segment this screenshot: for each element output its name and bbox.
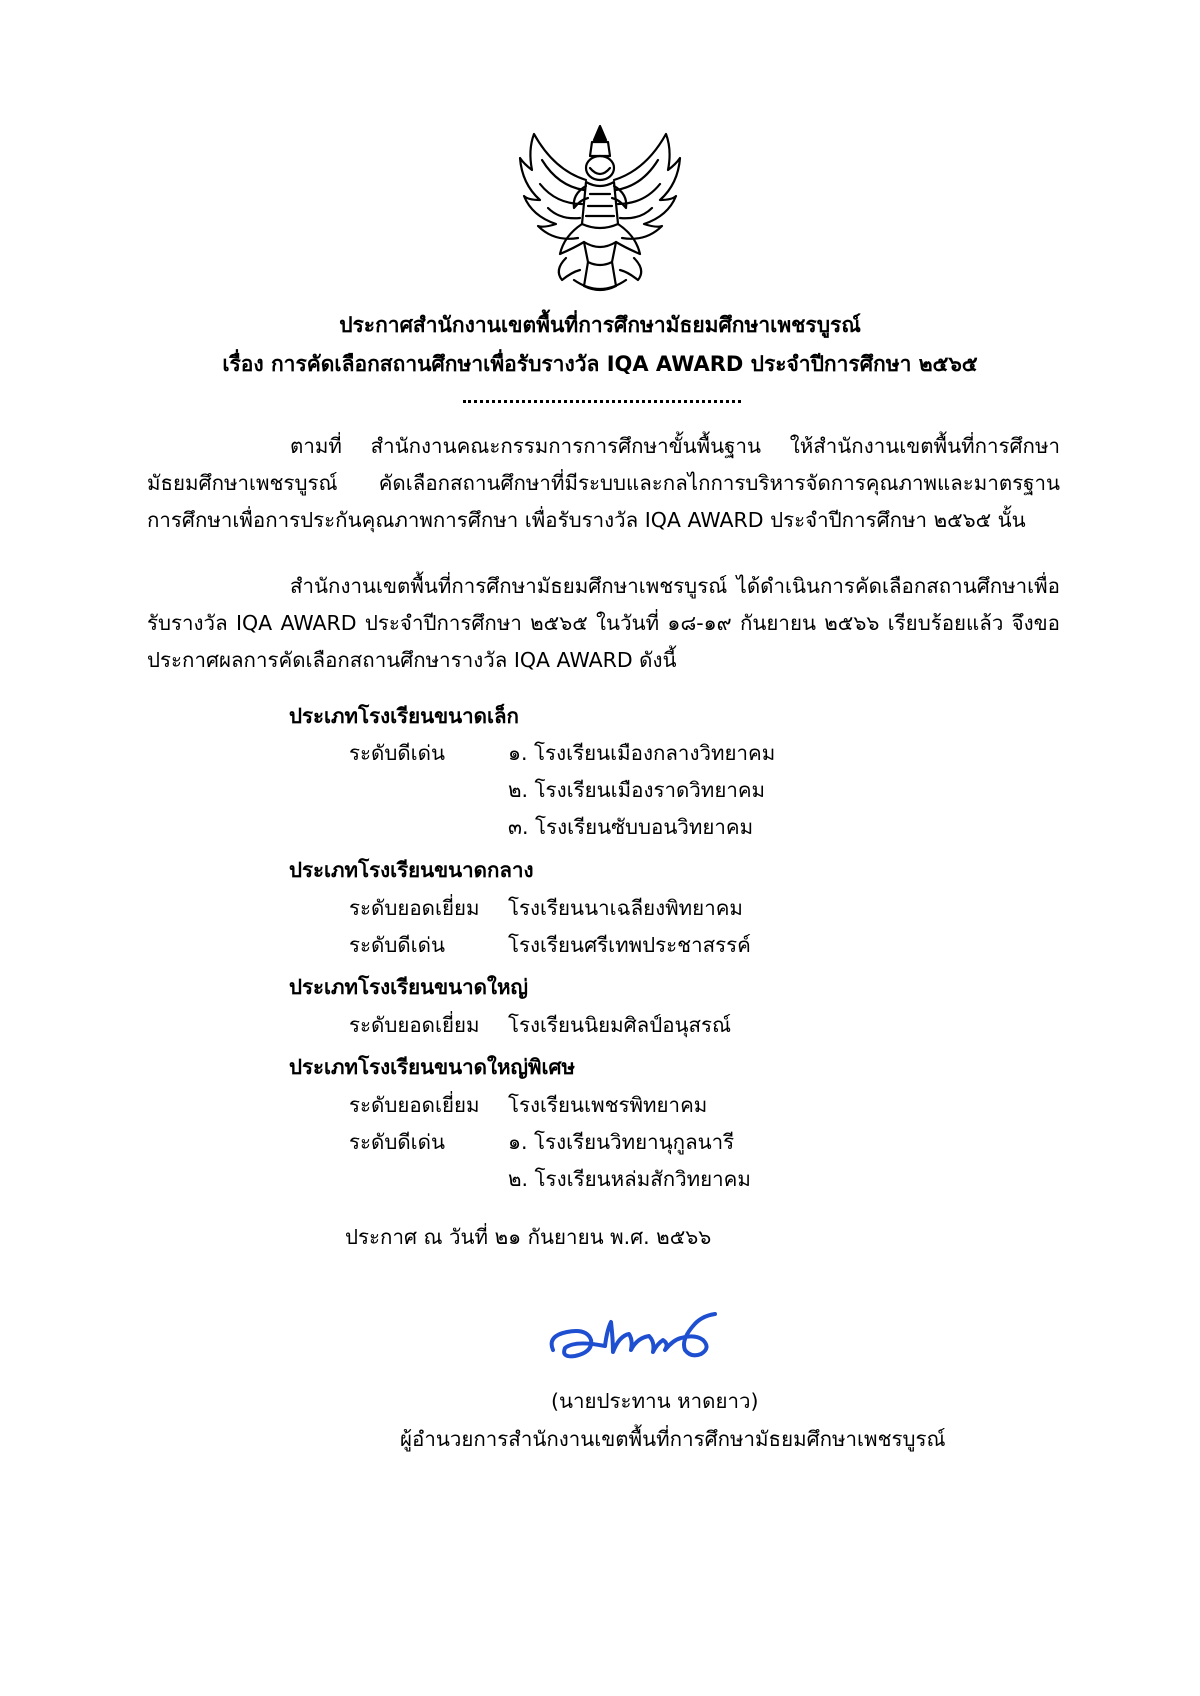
school-entry: โรงเรียนเพชรพิทยาคม — [508, 1093, 708, 1117]
level-label: ระดับดีเด่น — [349, 741, 445, 765]
school-entry: โรงเรียนศรีเทพประชาสรรค์ — [508, 933, 751, 957]
garuda-emblem-icon — [514, 120, 686, 298]
school-entry: ๓. โรงเรียนซับบอนวิทยาคม — [508, 815, 754, 839]
announcement-title: ประกาศสำนักงานเขตพื้นที่การศึกษามัธยมศึกษาเพชรบูรณ์ — [339, 313, 861, 337]
school-entry: ๒. โรงเรียนเมืองราดวิทยาคม — [508, 778, 766, 802]
paragraph-1 — [147, 428, 1060, 539]
level-label: ระดับยอดเยี่ยม — [349, 1093, 480, 1117]
handwritten-signature — [545, 1300, 735, 1370]
school-entry: ๑. โรงเรียนเมืองกลางวิทยาคม — [508, 741, 776, 765]
level-label: ระดับดีเด่น — [349, 1130, 445, 1154]
announcement-date: ประกาศ ณ วันที่ ๒๑ กันยายน พ.ศ. ๒๕๖๖ — [345, 1225, 712, 1249]
level-label: ระดับยอดเยี่ยม — [349, 896, 480, 920]
category-xlarge: ประเภทโรงเรียนขนาดใหญ่พิเศษ — [289, 1055, 576, 1079]
category-small: ประเภทโรงเรียนขนาดเล็ก — [289, 704, 519, 728]
school-entry: โรงเรียนนิยมศิลป์อนุสรณ์ — [508, 1013, 732, 1037]
category-medium: ประเภทโรงเรียนขนาดกลาง — [289, 858, 534, 882]
school-entry: ๑. โรงเรียนวิทยานุกูลนารี — [508, 1130, 735, 1154]
level-label: ระดับยอดเยี่ยม — [349, 1013, 480, 1037]
signer-title: ผู้อำนวยการสำนักงานเขตพื้นที่การศึกษามัธยมศึกษาเพชรบูรณ์ — [400, 1427, 946, 1451]
school-entry: ๒. โรงเรียนหล่มสักวิทยาคม — [508, 1167, 751, 1191]
school-entry: โรงเรียนนาเฉลียงพิทยาคม — [508, 896, 743, 920]
announcement-subject: เรื่อง การคัดเลือกสถานศึกษาเพื่อรับรางวัล IQA AWARD ประจำปีการศึกษา ๒๕๖๕ — [222, 352, 978, 376]
signer-name: (นายประทาน หาดยาว) — [551, 1389, 759, 1413]
title-dotted-divider — [463, 400, 741, 403]
category-large: ประเภทโรงเรียนขนาดใหญ่ — [289, 975, 528, 999]
paragraph-2-text: สำนักงานเขตพื้นที่การศึกษามัธยมศึกษาเพชรบูรณ์ ได้ดำเนินการคัดเลือกสถานศึกษาเพื่อรับรางวัล IQA AWARD ประจำปีการศึกษา ๒๕๖๕ ในวันที่ ๑๘-๑๙ กันยายน ๒๕๖๖ เรียบร้อยแล้ว จึงขอประกาศผลการคัดเลือกสถานศึกษารางวัล IQA AWARD ดังนี้ — [147, 574, 1060, 672]
level-label: ระดับดีเด่น — [349, 933, 445, 957]
paragraph-2 — [147, 568, 1060, 679]
paragraph-1-text: ตามที่ สำนักงานคณะกรรมการการศึกษาขั้นพื้นฐาน ให้สำนักงานเขตพื้นที่การศึกษามัธยมศึกษาเพชรบูรณ์ คัดเลือกสถานศึกษาที่มีระบบและกลไกการบริหารจัดการคุณภาพและมาตรฐานการศึกษาเพื่อการประกันคุณภาพการศึกษา เพื่อรับรางวัล IQA AWARD ประจำปีการศึกษา ๒๕๖๕ นั้น — [147, 434, 1060, 532]
